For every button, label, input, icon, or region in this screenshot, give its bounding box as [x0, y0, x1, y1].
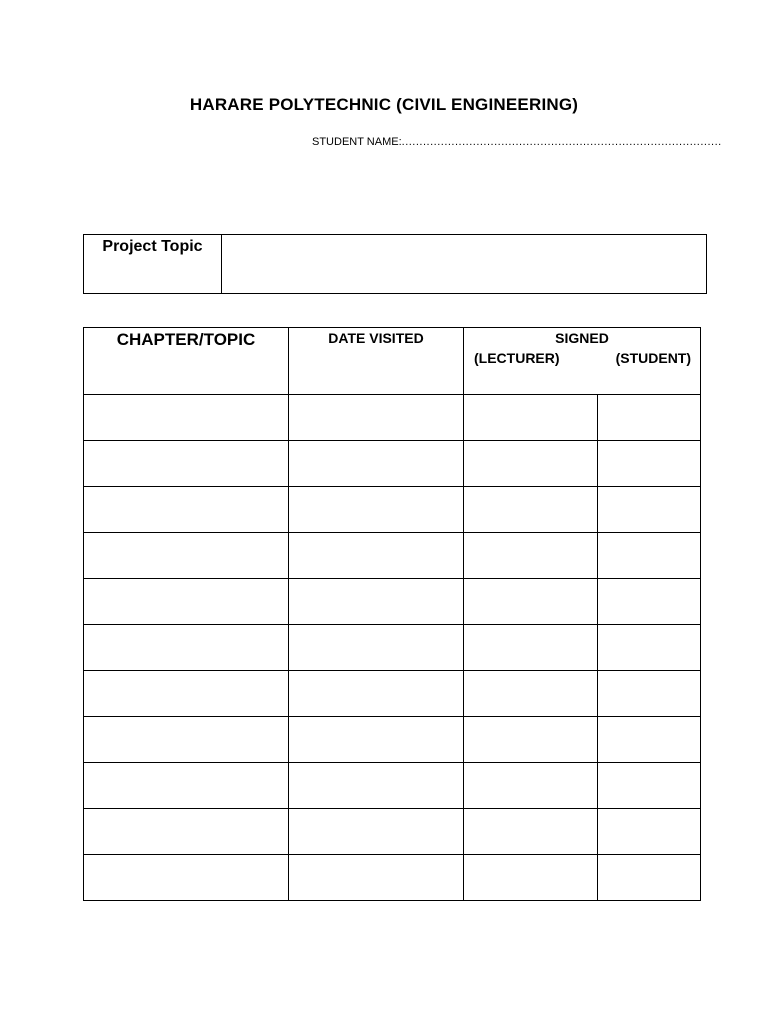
table-row — [84, 855, 701, 901]
cell-date[interactable] — [289, 395, 464, 441]
table-row — [84, 717, 701, 763]
cell-date[interactable] — [289, 671, 464, 717]
cell-date[interactable] — [289, 717, 464, 763]
table-header-row — [84, 328, 701, 395]
cell-lecturer[interactable] — [464, 671, 598, 717]
page-title: HARARE POLYTECHNIC (CIVIL ENGINEERING) — [189, 95, 579, 114]
cell-lecturer[interactable] — [464, 487, 598, 533]
table-row — [84, 579, 701, 625]
header-date-visited: DATE VISITED — [289, 328, 464, 395]
cell-student[interactable] — [598, 763, 701, 809]
cell-student[interactable] — [598, 671, 701, 717]
cell-chapter[interactable] — [84, 579, 289, 625]
cell-date[interactable] — [289, 809, 464, 855]
cell-date[interactable] — [289, 487, 464, 533]
project-topic-field[interactable] — [222, 235, 706, 293]
cell-lecturer[interactable] — [464, 441, 598, 487]
cell-lecturer[interactable] — [464, 717, 598, 763]
visit-log-table — [83, 327, 701, 901]
cell-date[interactable] — [289, 533, 464, 579]
cell-student[interactable] — [598, 533, 701, 579]
cell-lecturer[interactable] — [464, 533, 598, 579]
table-row — [84, 763, 701, 809]
project-topic-label: Project Topic — [84, 235, 222, 293]
table-row — [84, 395, 701, 441]
cell-lecturer[interactable] — [464, 579, 598, 625]
cell-chapter[interactable] — [84, 717, 289, 763]
cell-chapter[interactable] — [84, 533, 289, 579]
header-signed-label: SIGNED — [555, 330, 609, 346]
cell-date[interactable] — [289, 763, 464, 809]
project-topic-box — [83, 234, 707, 294]
cell-chapter[interactable] — [84, 671, 289, 717]
cell-student[interactable] — [598, 579, 701, 625]
cell-lecturer[interactable] — [464, 855, 598, 901]
table-row — [84, 441, 701, 487]
cell-chapter[interactable] — [84, 809, 289, 855]
table-row — [84, 809, 701, 855]
cell-lecturer[interactable] — [464, 763, 598, 809]
cell-lecturer[interactable] — [464, 809, 598, 855]
cell-lecturer[interactable] — [464, 395, 598, 441]
cell-chapter[interactable] — [84, 487, 289, 533]
cell-chapter[interactable] — [84, 625, 289, 671]
header-lecturer: (LECTURER) — [474, 350, 560, 366]
cell-student[interactable] — [598, 809, 701, 855]
table-row — [84, 533, 701, 579]
cell-student[interactable] — [598, 487, 701, 533]
cell-student[interactable] — [598, 625, 701, 671]
cell-date[interactable] — [289, 579, 464, 625]
cell-student[interactable] — [598, 855, 701, 901]
cell-date[interactable] — [289, 441, 464, 487]
header-signed — [464, 328, 701, 395]
table-row — [84, 625, 701, 671]
cell-chapter[interactable] — [84, 395, 289, 441]
cell-date[interactable] — [289, 855, 464, 901]
cell-chapter[interactable] — [84, 855, 289, 901]
cell-student[interactable] — [598, 395, 701, 441]
student-name-field[interactable]: .......................................................................................... — [401, 136, 722, 148]
cell-chapter[interactable] — [84, 441, 289, 487]
student-name-label: STUDENT NAME: — [312, 136, 402, 148]
student-name-line — [312, 136, 722, 148]
cell-chapter[interactable] — [84, 763, 289, 809]
header-chapter-topic: CHAPTER/TOPIC — [84, 328, 289, 395]
header-student: (STUDENT) — [615, 350, 692, 366]
cell-student[interactable] — [598, 441, 701, 487]
cell-date[interactable] — [289, 625, 464, 671]
table-body — [84, 395, 701, 901]
cell-student[interactable] — [598, 717, 701, 763]
cell-lecturer[interactable] — [464, 625, 598, 671]
table-row — [84, 487, 701, 533]
table-row — [84, 671, 701, 717]
